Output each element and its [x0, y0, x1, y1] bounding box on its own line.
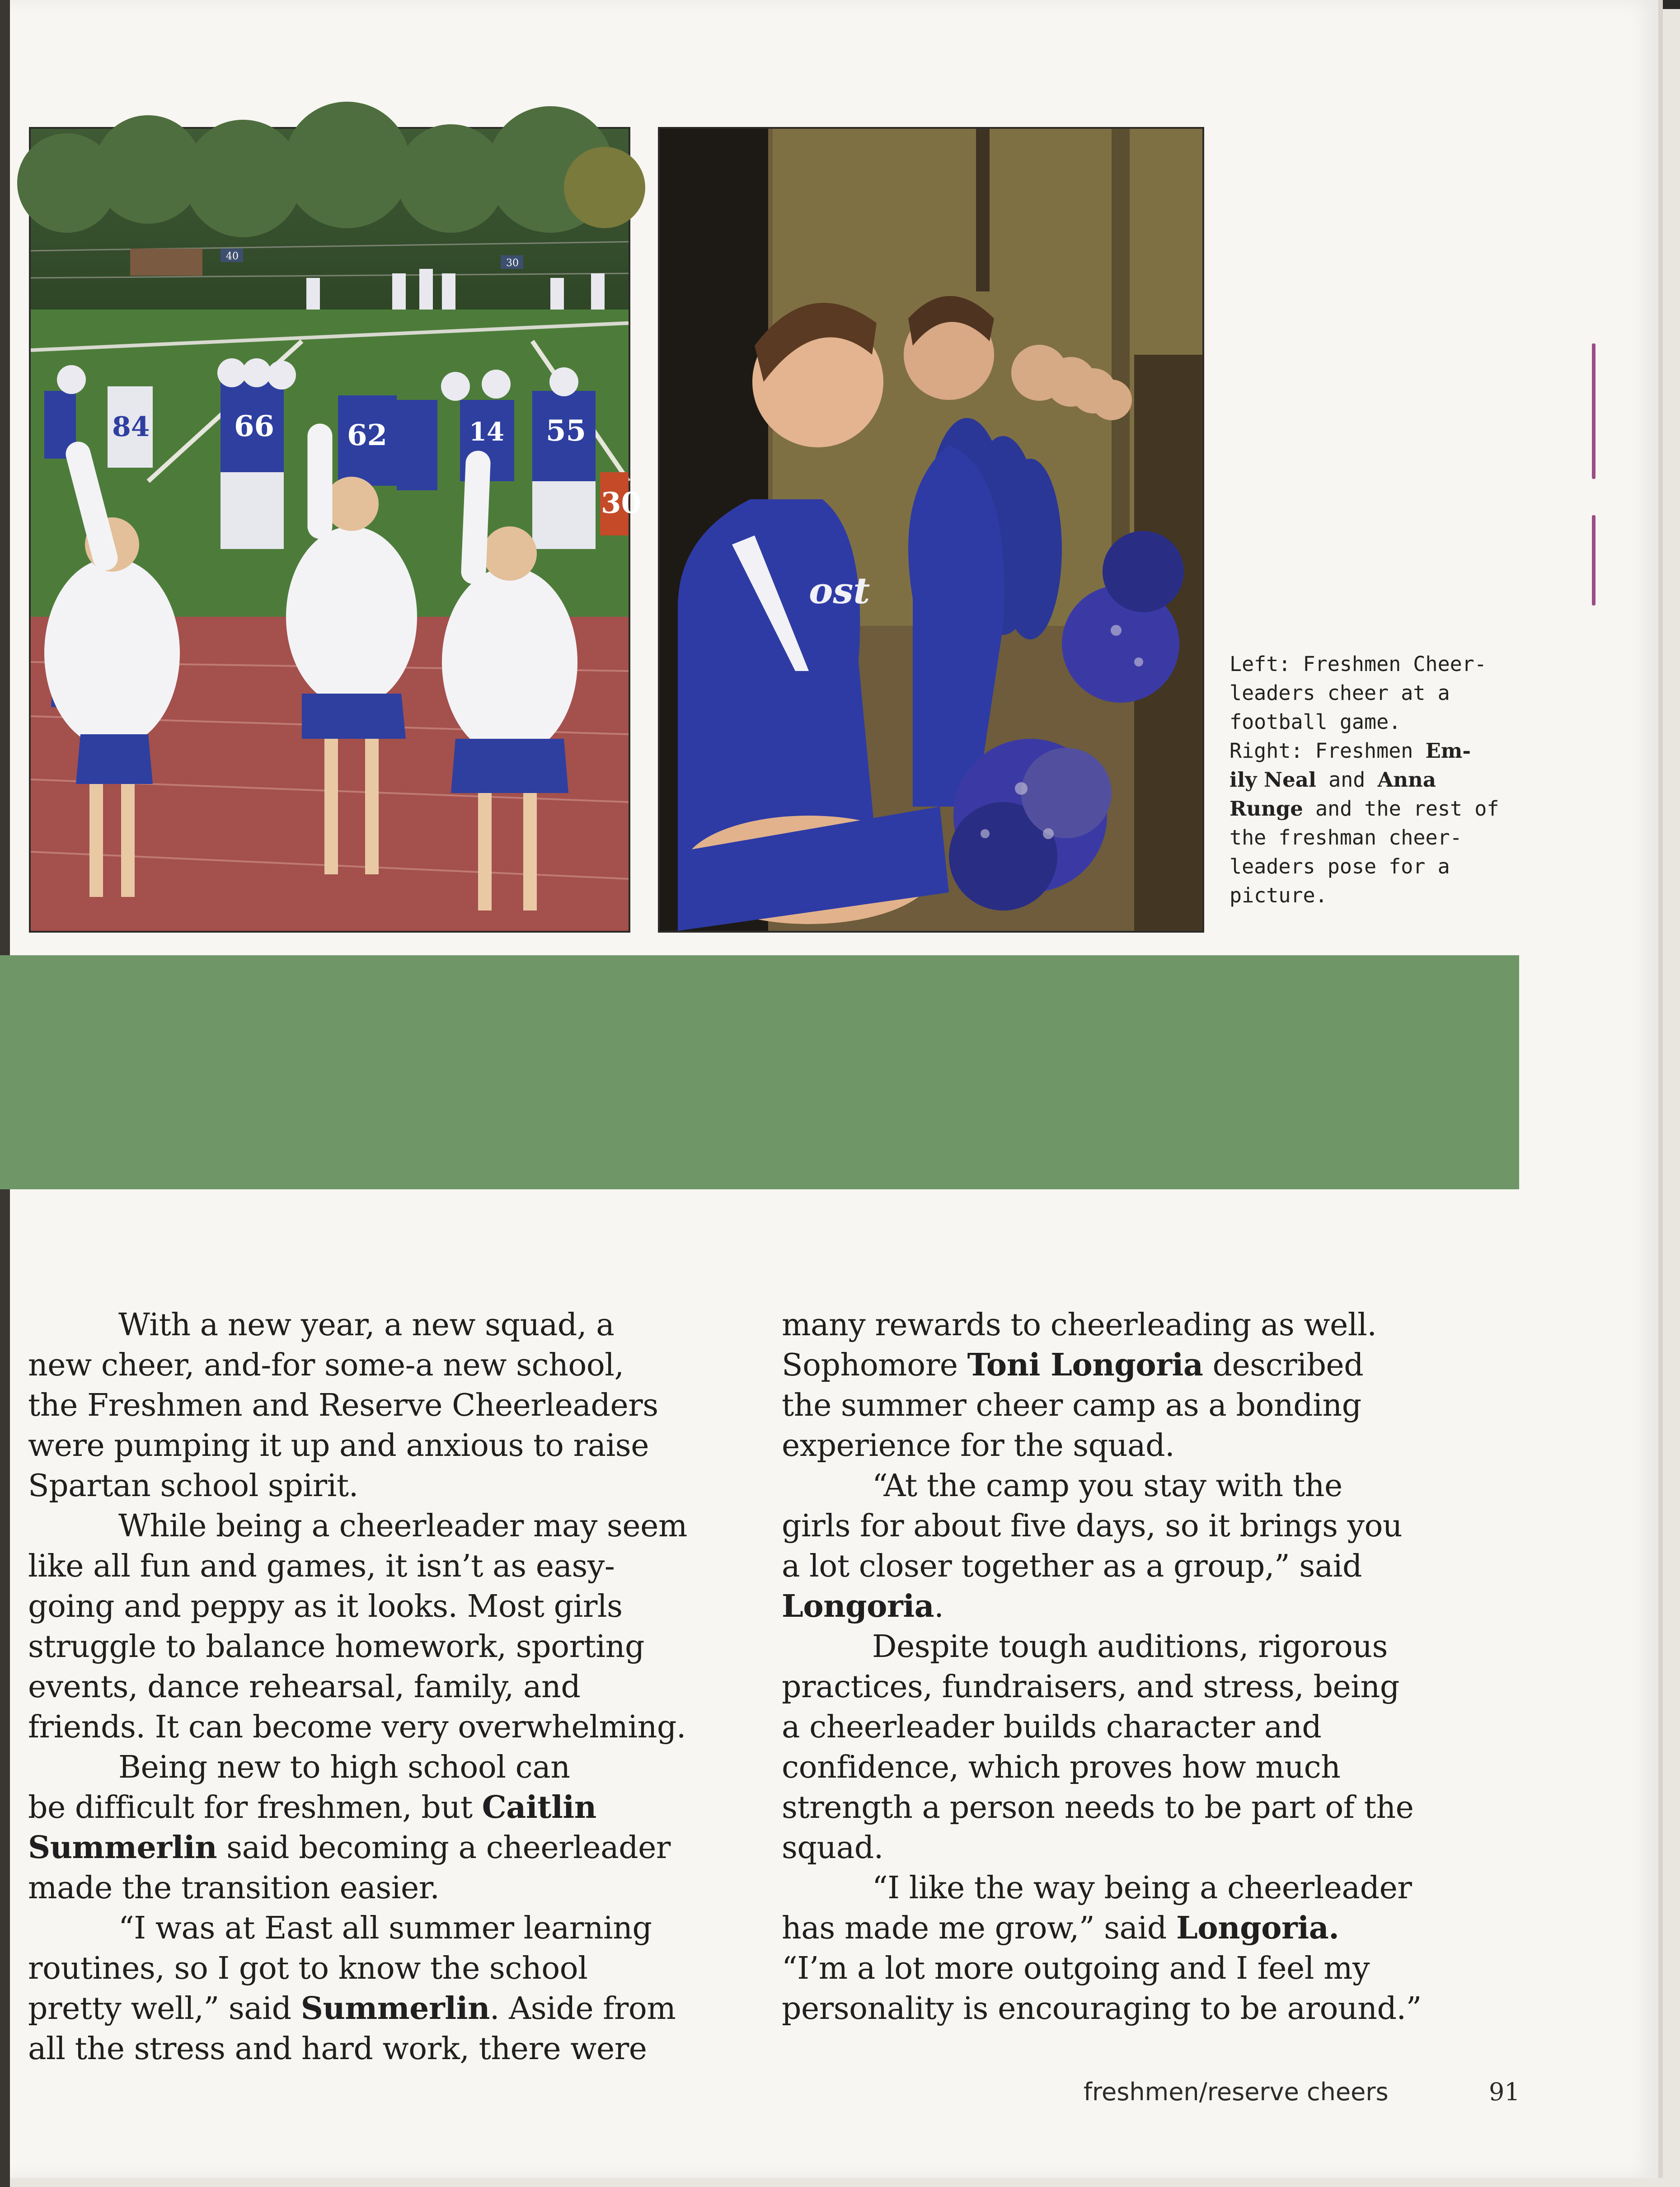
photo-caption — [1229, 650, 1519, 910]
caption-line: football game. — [1229, 710, 1401, 734]
article-column-right — [782, 1305, 1505, 2029]
jersey-number: 55 — [546, 414, 587, 448]
article-line: struggle to balance homework, sporting — [28, 1629, 644, 1665]
article-line: personality is encouraging to be around.” — [782, 1991, 1422, 2027]
article-line: Despite tough auditions, rigorous — [872, 1629, 1388, 1665]
article-text: described — [1203, 1347, 1364, 1383]
caption-name: ily Neal — [1229, 768, 1317, 792]
caption-line: leaders pose for a — [1229, 854, 1450, 878]
caption-line: picture. — [1229, 883, 1328, 907]
article-line — [28, 1788, 751, 1828]
caption-text: Right: Freshmen — [1229, 739, 1426, 763]
article-line: confidence, which proves how much — [782, 1750, 1341, 1785]
article-name: Summerlin — [28, 1830, 217, 1866]
caption-line — [1229, 765, 1519, 794]
field-marker-label: 30 — [506, 258, 519, 269]
caption-line — [1229, 737, 1519, 765]
article-line — [28, 1989, 751, 2029]
photo-cheerleaders-posing — [658, 127, 1204, 933]
page-number: 91 — [1489, 2078, 1520, 2106]
caption-line — [1229, 794, 1519, 823]
article-line: made the transition easier. — [28, 1870, 440, 1906]
article-line: friends. It can become very overwhelming. — [28, 1709, 686, 1745]
article-name: Summerlin — [300, 1990, 490, 2027]
article-line: events, dance rehearsal, family, and — [28, 1669, 581, 1705]
article-line: all the stress and hard work, there were — [28, 2031, 647, 2067]
article-text: pretty well,” said — [28, 1991, 301, 2027]
article-line: “At the camp you stay with the — [872, 1468, 1342, 1504]
article-name: Longoria. — [1176, 1910, 1339, 1946]
article-line: Being new to high school can — [118, 1750, 570, 1785]
article-line: new cheer, and-for some-a new school, — [28, 1347, 624, 1383]
article-line: While being a cheerleader may seem — [118, 1508, 687, 1544]
caption-name: Em- — [1425, 739, 1471, 763]
article-line: With a new year, a new squad, a — [118, 1307, 615, 1343]
article-text: Sophomore — [782, 1347, 967, 1383]
article-line: experience for the squad. — [782, 1428, 1175, 1464]
jersey-number: 62 — [347, 418, 388, 452]
article-line: strength a person needs to be part of the — [782, 1790, 1414, 1826]
article-line: “I like the way being a cheerleader — [872, 1870, 1412, 1906]
caption-name: Anna — [1377, 768, 1436, 792]
jersey-number: 84 — [112, 411, 150, 443]
article-text: has made me grow,” said — [782, 1910, 1177, 1946]
section-folio: freshmen/reserve cheers — [1084, 2078, 1389, 2106]
uniform-lettering: ost — [809, 569, 870, 612]
article-line: routines, so I got to know the school — [28, 1951, 588, 1986]
article-line — [28, 1828, 751, 1868]
article-line: like all fun and games, it isn’t as easy- — [28, 1549, 615, 1584]
article-text: . — [934, 1589, 944, 1624]
article-name: Toni Longoria — [967, 1347, 1203, 1383]
article-line: Spartan school spirit. — [28, 1468, 358, 1504]
caption-text: and the rest of — [1303, 797, 1499, 821]
margin-tab-mark — [1592, 515, 1596, 605]
article-text: . Aside from — [489, 1991, 676, 2027]
article-line: the Freshmen and Reserve Cheerleaders — [28, 1388, 658, 1423]
article-line — [782, 1586, 1505, 1627]
photo-cheerleaders-football-game — [29, 127, 642, 933]
article-line — [782, 1908, 1505, 1948]
margin-tab-mark — [1592, 343, 1596, 479]
article-line: a cheerleader builds character and — [782, 1709, 1322, 1745]
field-marker-label: 40 — [226, 251, 239, 262]
jersey-number: 30 — [601, 486, 642, 520]
article-line: going and peppy as it looks. Most girls — [28, 1589, 623, 1624]
article-line: “I was at East all summer learning — [118, 1910, 652, 1946]
caption-line: the freshman cheer- — [1229, 826, 1462, 849]
article-line: girls for about five days, so it brings you — [782, 1508, 1403, 1544]
caption-name: Runge — [1229, 797, 1303, 821]
article-line: the summer cheer camp as a bonding — [782, 1388, 1361, 1423]
article-line: a lot closer together as a group,” said — [782, 1549, 1362, 1584]
article-line: “I’m a lot more outgoing and I feel my — [782, 1951, 1370, 1986]
caption-text: and — [1316, 768, 1378, 792]
article-column-left — [28, 1305, 751, 2069]
caption-line: leaders cheer at a — [1229, 681, 1450, 705]
article-name: Longoria — [782, 1588, 934, 1624]
article-text: said becoming a cheerleader — [217, 1830, 671, 1866]
article-line — [782, 1345, 1505, 1385]
caption-line: Left: Freshmen Cheer- — [1229, 652, 1487, 676]
jersey-number: 66 — [234, 409, 275, 443]
article-text: be difficult for freshmen, but — [28, 1790, 482, 1826]
green-title-band — [0, 955, 1519, 1189]
article-line: squad. — [782, 1830, 883, 1866]
jersey-number: 14 — [469, 417, 504, 447]
article-line: were pumping it up and anxious to raise — [28, 1428, 649, 1464]
article-name: Caitlin — [482, 1789, 596, 1826]
article-line: many rewards to cheerleading as well. — [782, 1307, 1377, 1343]
article-line: practices, fundraisers, and stress, being — [782, 1669, 1399, 1705]
